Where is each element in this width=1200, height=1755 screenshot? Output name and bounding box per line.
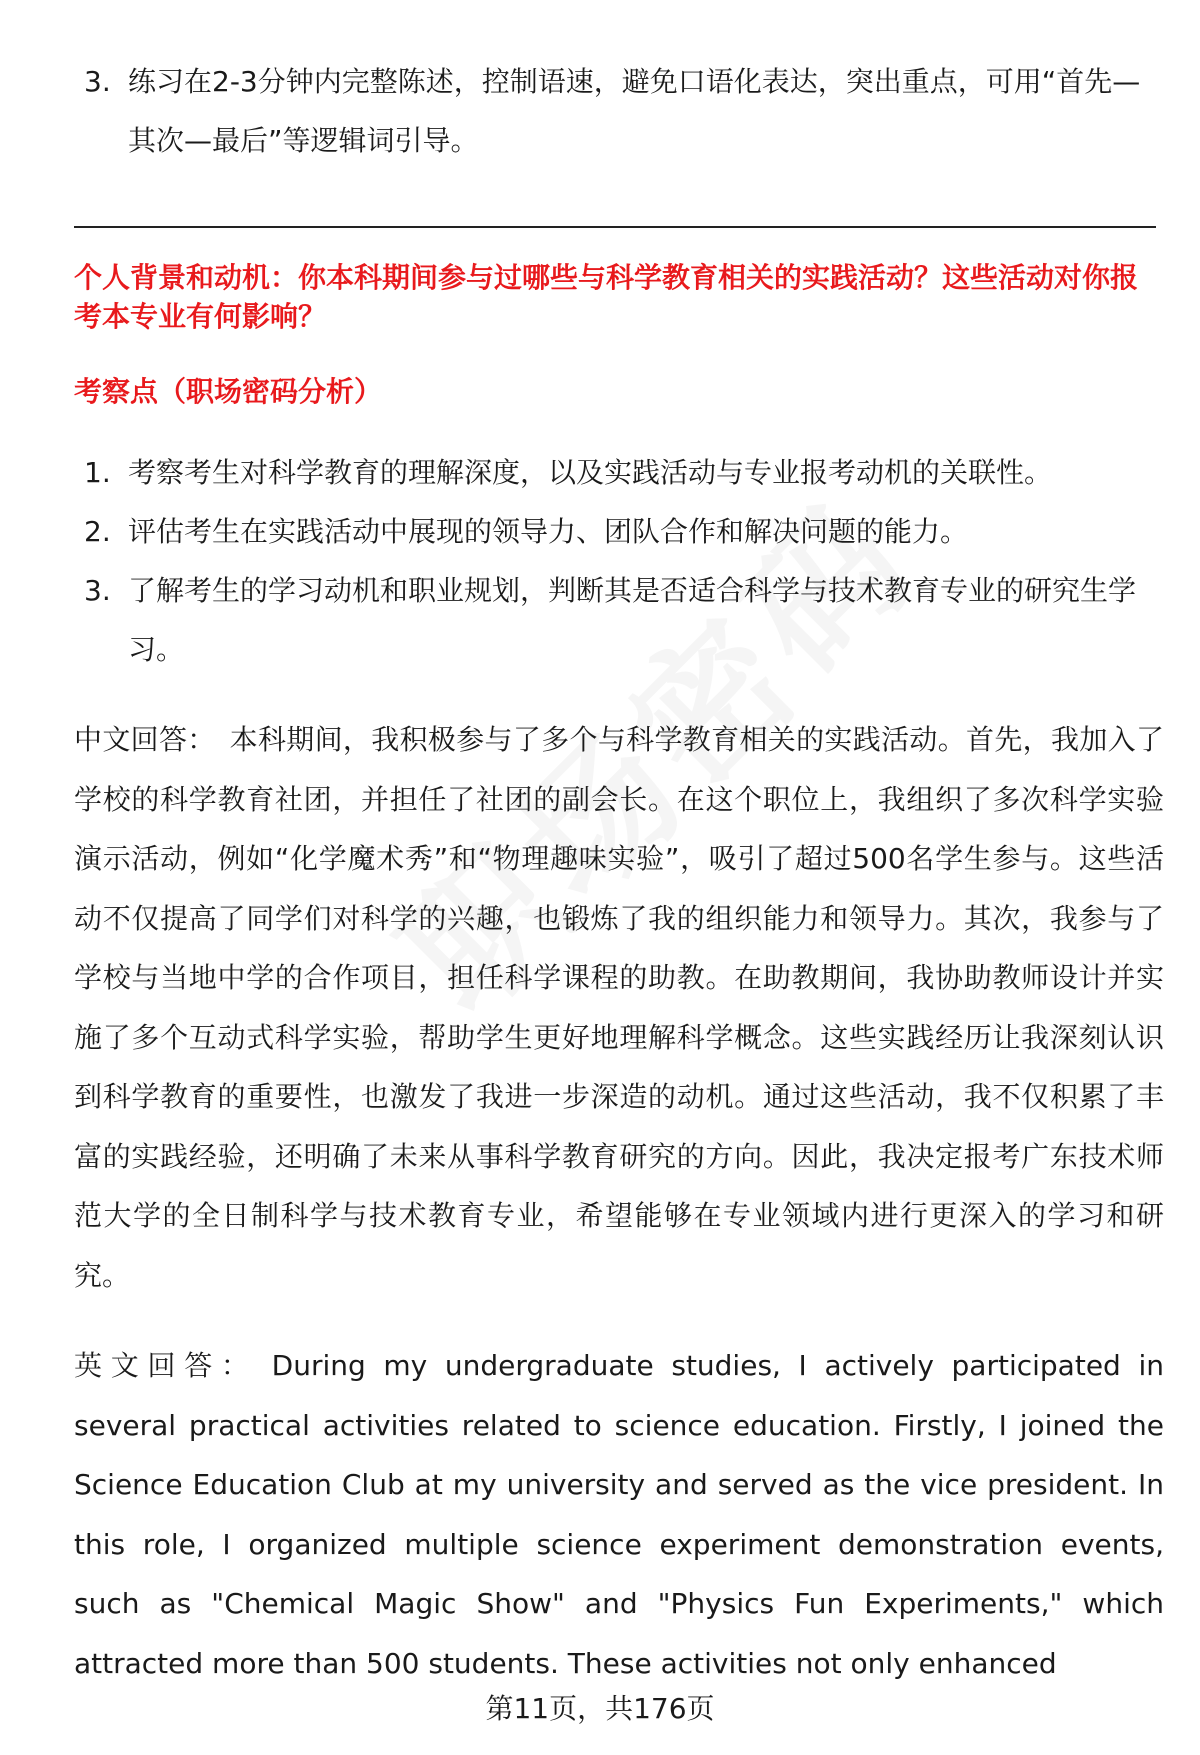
list-number: 3. — [84, 65, 111, 98]
chinese-answer — [74, 710, 1164, 1305]
question-title: 个人背景和动机：你本科期间参与过哪些与科学教育相关的实践活动？这些活动对你报考本专业有何影响？ — [74, 261, 1139, 333]
list-text: 考察考生对科学教育的理解深度，以及实践活动与专业报考动机的关联性。 — [128, 456, 1053, 489]
chinese-answer-text: 本科期间，我积极参与了多个与科学教育相关的实践活动。首先，我加入了学校的科学教育社团，并担任了社团的副会长。在这个职位上，我组织了多次科学实验演示活动，例如“化学魔术秀”和“物理趣味实验”，吸引了超过500名学生参与。这些活动不仅提高了同学们对科学的兴趣，也锻炼了我的组织能力和领导力。其次，我参与了学校与当地中学的合作项目，担任科学课程的助教。在助教期间，我协助教师设计并实施了多个互动式科学实验，帮助学生更好地理解科学概念。这些实践经历让我深刻认识到科学教育的重要性，也激发了我进一步深造的动机。通过这些活动，我不仅积累了丰富的实践经验，还明确了未来从事科学教育研究的方向。因此，我决定报考广东技术师范大学的全日制科学与技术教育专业，希望能够在专业领域内进行更深入的学习和研究。 — [74, 723, 1164, 1292]
chinese-answer-label: 中文回答： — [74, 723, 216, 756]
exam-points-heading: 考察点（职场密码分析） — [74, 375, 383, 408]
page-number: 第11页，共176页 — [485, 1692, 715, 1725]
list-text: 了解考生的学习动机和职业规划，判断其是否适合科学与技术教育专业的研究生学习。 — [128, 574, 1137, 666]
section-divider — [74, 226, 1156, 228]
english-answer-label: 英文回答： — [74, 1349, 258, 1382]
list-number: 3. — [84, 574, 111, 607]
list-number: 2. — [84, 515, 111, 548]
list-item — [74, 443, 1154, 502]
list-item — [74, 52, 1154, 170]
list-text: 练习在2-3分钟内完整陈述，控制语速，避免口语化表达，突出重点，可用“首先—其次—最后”等逻辑词引导。 — [128, 65, 1141, 157]
list-number: 1. — [84, 456, 111, 489]
english-answer — [74, 1336, 1164, 1693]
top-list — [74, 52, 1154, 170]
english-answer-text: During my undergraduate studies, I actively participated in several practical activities related to science education. Firstly, I joined the Science Education Club at my university and served as the vice president. In this role, I organized multiple science experiment demonstration events, such as "Chemical Magic Show" and "Physics Fun Experiments," which attracted more than 500 students. These activities not only enhanced — [74, 1349, 1164, 1680]
list-item — [74, 561, 1154, 679]
exam-points-list — [74, 443, 1154, 679]
list-item — [74, 502, 1154, 561]
list-text: 评估考生在实践活动中展现的领导力、团队合作和解决问题的能力。 — [128, 515, 969, 548]
